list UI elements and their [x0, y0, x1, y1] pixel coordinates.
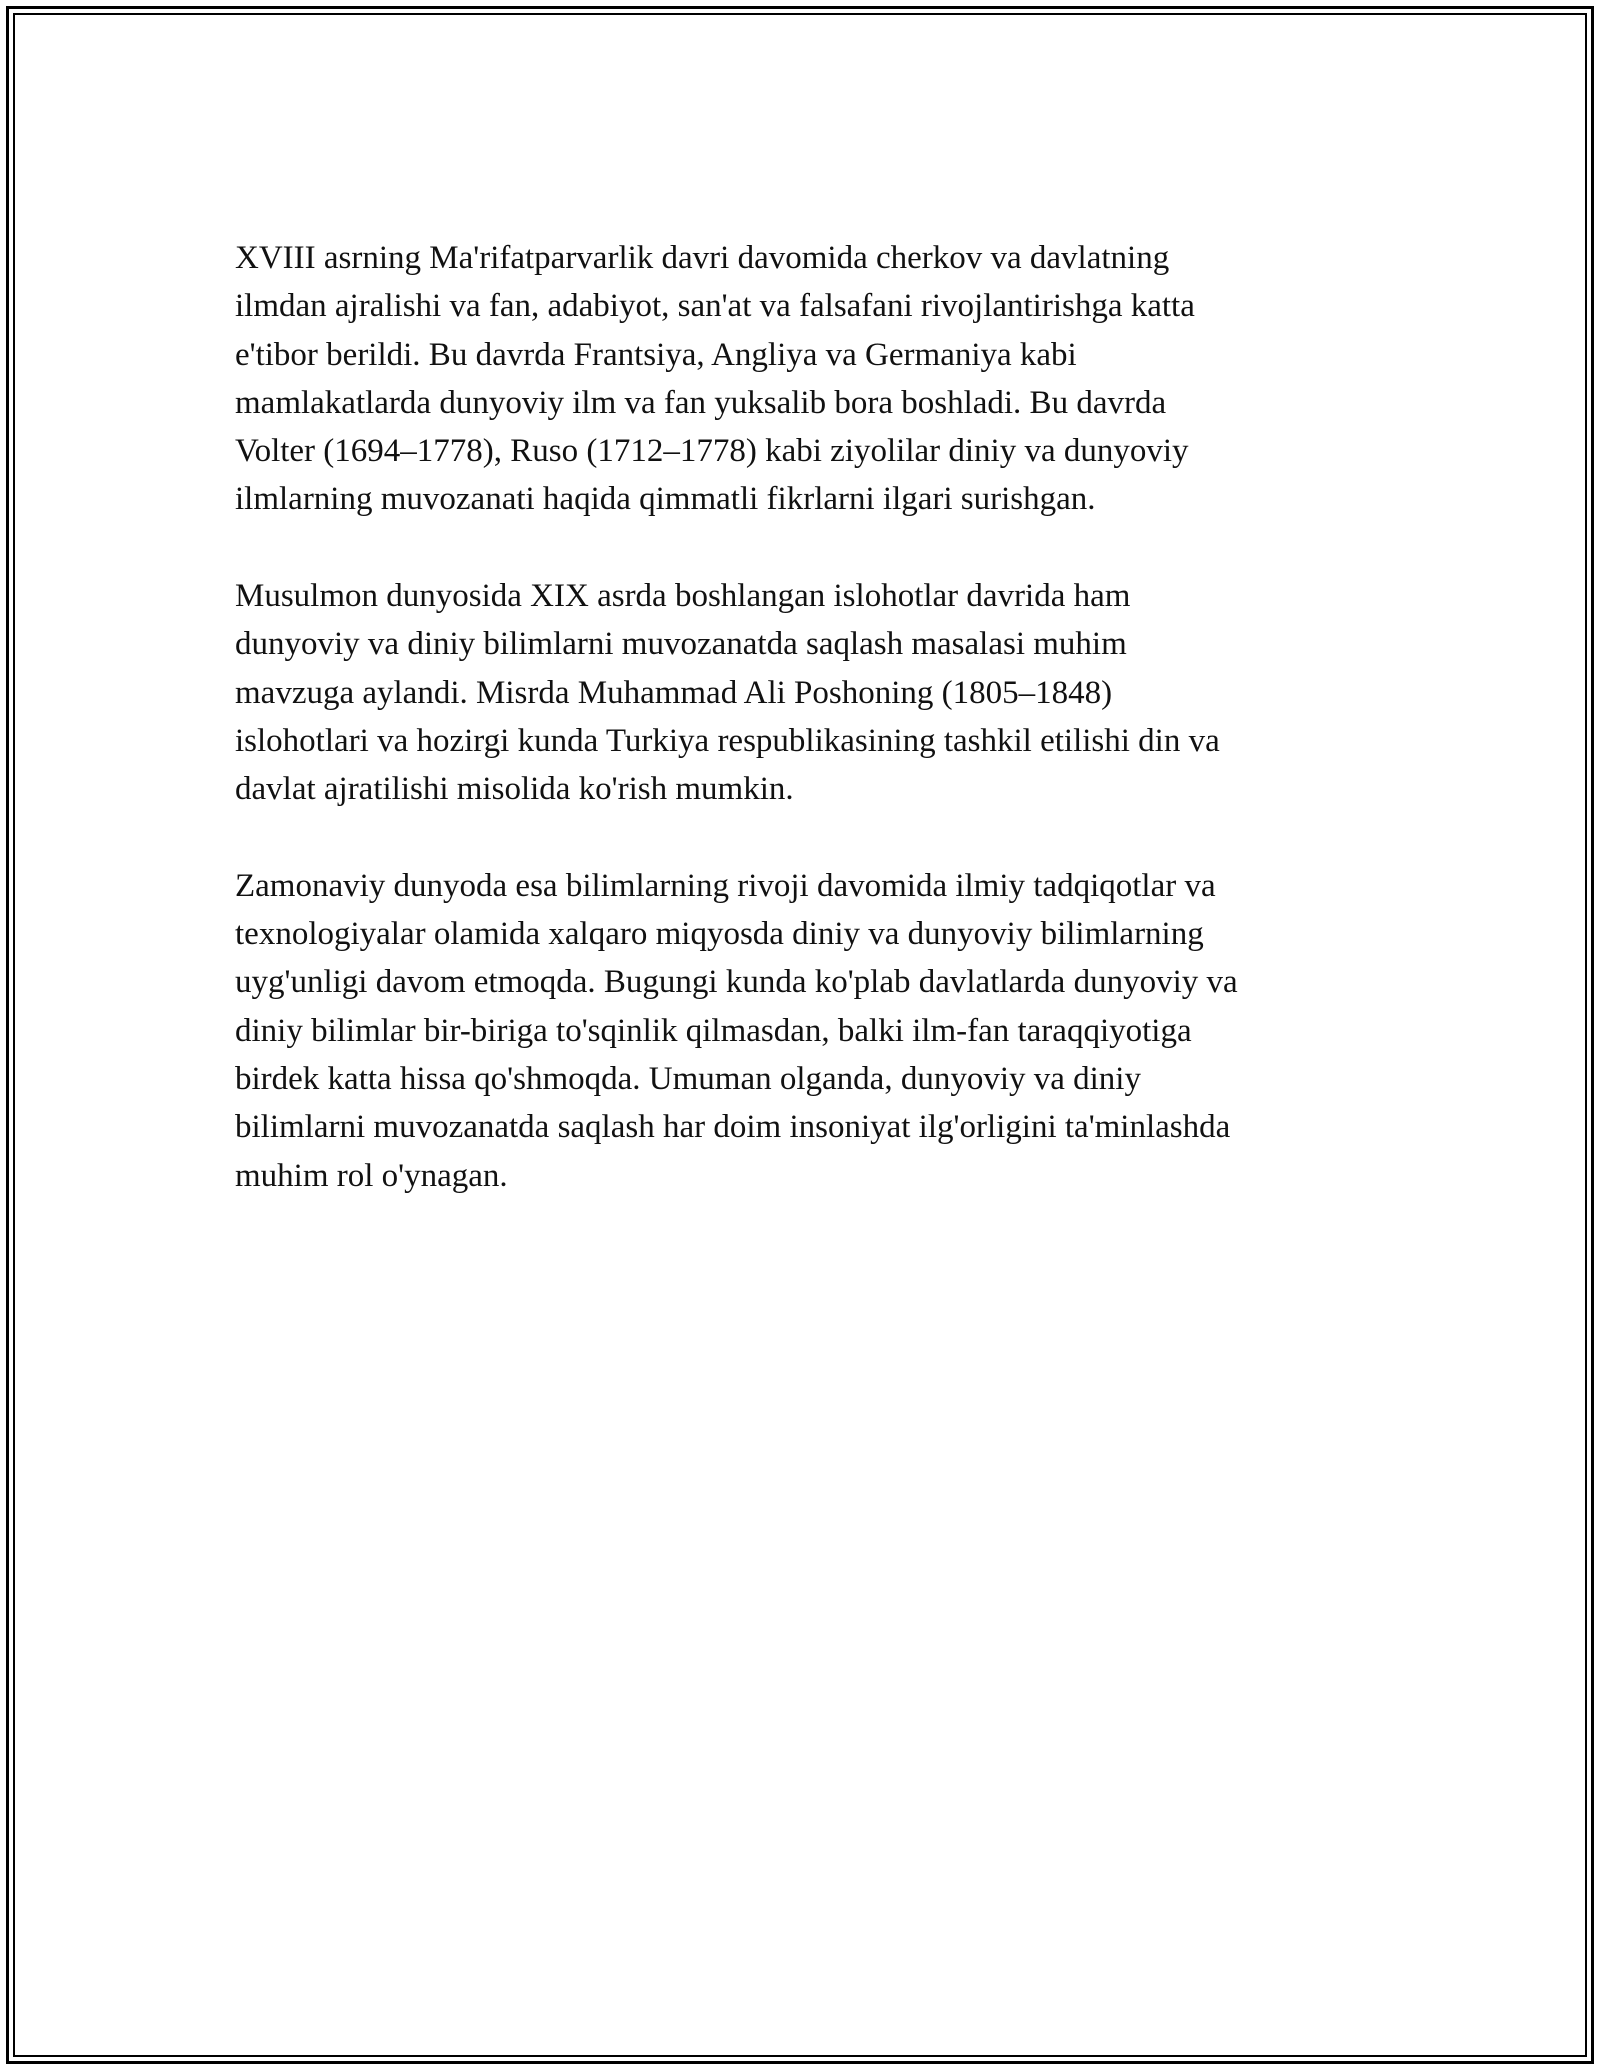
text-line: Zamonaviy dunyoda esa bilimlarning rivoji davomida ilmiy tadqiqotlar va [235, 867, 1216, 904]
text-line: XVIII asrning Ma'rifatparvarlik davri davomida cherkov va davlatning [235, 240, 1170, 276]
text-line: e'tibor berildi. Bu davrda Frantsiya, Angliya va Germaniya kabi [235, 336, 1077, 373]
text-line: bilimlarni muvozanatda saqlash har doim insoniyat ilg'orligini ta'minlashda [235, 1109, 1231, 1146]
text-line: davlat ajratilishi misolida ko'rish mumkin. [235, 771, 794, 808]
text-line: Musulmon dunyosida XIX asrda boshlangan islohotlar davrida ham [235, 578, 1131, 615]
text-line: ilmdan ajralishi va fan, adabiyot, san'at va falsafani rivojlantirishga katta [235, 288, 1195, 325]
paragraph-1 [235, 234, 1365, 524]
text-line: mamlakatlarda dunyoviy ilm va fan yuksalib bora boshladi. Bu davrda [235, 384, 1167, 421]
text-line: Volter (1694–1778), Ruso (1712–1778) kabi ziyolilar diniy va dunyoviy [235, 433, 1189, 470]
paragraph-2 [235, 572, 1365, 813]
text-line: ilmlarning muvozanati haqida qimmatli fikrlarni ilgari surishgan. [235, 481, 1096, 518]
text-line: texnologiyalar olamida xalqaro miqyosda diniy va dunyoviy bilimlarning [235, 916, 1204, 953]
text-line: uyg'unligi davom etmoqda. Bugungi kunda ko'plab davlatlarda dunyoviy va [235, 964, 1238, 1001]
paragraph-3 [235, 862, 1365, 1200]
text-line: dunyoviy va diniy bilimlarni muvozanatda saqlash masalasi muhim [235, 626, 1127, 663]
text-line: mavzuga aylandi. Misrda Muhammad Ali Poshoning (1805–1848) [235, 674, 1113, 711]
text-line: birdek katta hissa qo'shmoqda. Umuman olganda, dunyoviy va diniy [235, 1061, 1141, 1098]
text-line: islohotlari va hozirgi kunda Turkiya respublikasining tashkil etilishi din va [235, 722, 1220, 759]
text-line: muhim rol o'ynagan. [235, 1157, 508, 1194]
text-line: diniy bilimlar bir-biriga to'sqinlik qilmasdan, balki ilm-fan taraqqiyotiga [235, 1012, 1192, 1049]
document-body [235, 234, 1365, 1200]
